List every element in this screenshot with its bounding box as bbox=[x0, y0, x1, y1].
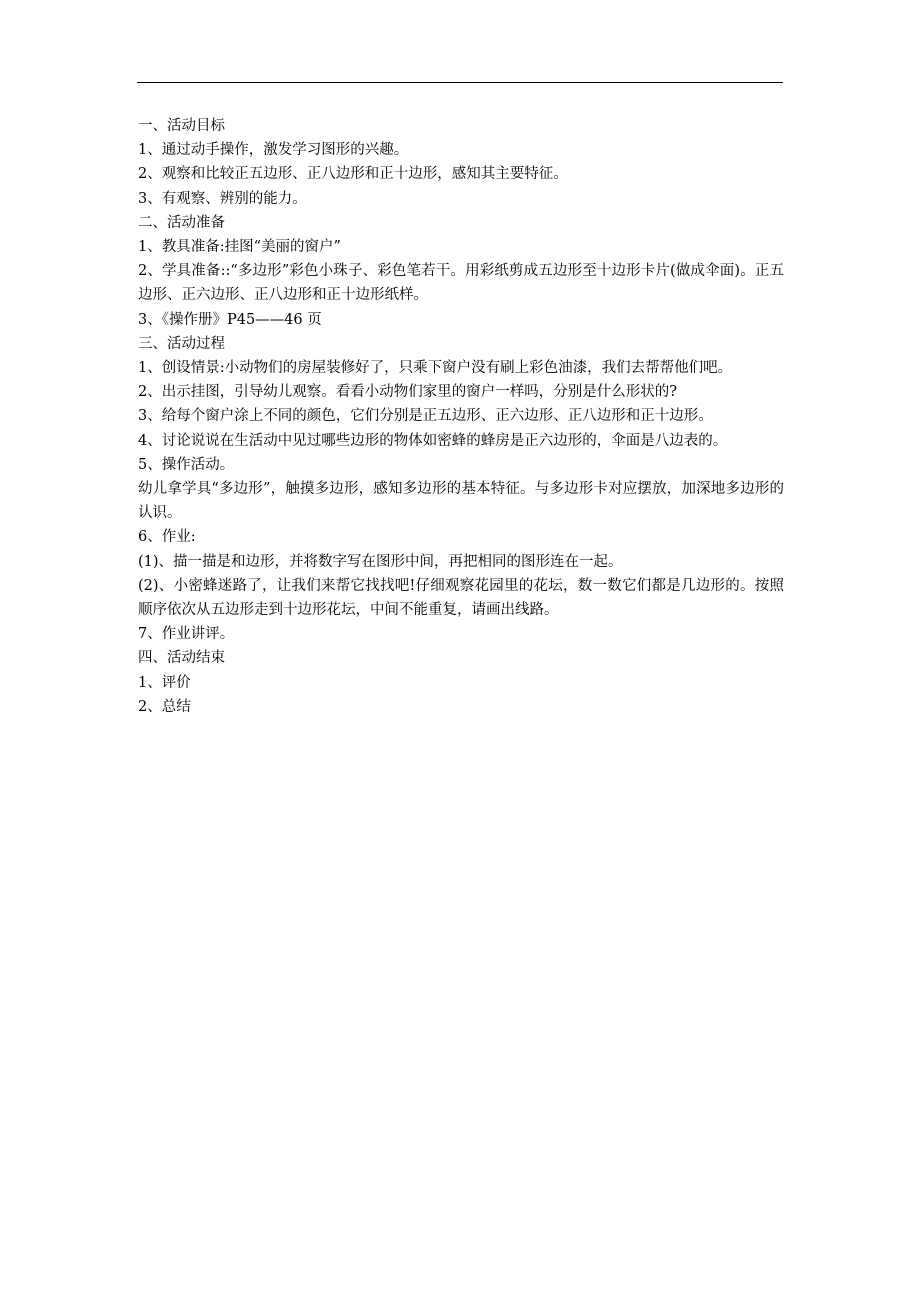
header-rule bbox=[137, 82, 783, 83]
section-heading-end: 四、活动结束 bbox=[138, 650, 225, 667]
section-heading-goals: 一、活动目标 bbox=[138, 118, 225, 134]
goal-item-3: 3、有观察、辨别的能力。 bbox=[138, 190, 307, 207]
section-heading-process: 三、活动过程 bbox=[138, 335, 225, 352]
process-item-3: 3、给每个窗户涂上不同的颜色，它们分别是正五边形、正六边形、正八边形和正十边形。 bbox=[138, 408, 713, 425]
goal-item-2: 2、观察和比较正五边形、正八边形和正十边形，感知其主要特征。 bbox=[138, 166, 568, 183]
preparation-item-3: 3、《操作册》P45——46 页 bbox=[138, 311, 322, 328]
homework-item-1: (1)、描一描是和边形，并将数字写在图形中间，再把相同的图形连在一起。 bbox=[138, 553, 623, 570]
process-item-2: 2、出示挂图，引导幼儿观察。看看小动物们家里的窗户一样吗，分别是什么形状的? bbox=[138, 384, 677, 401]
process-item-5-detail: 幼儿拿学具“多边形”，触摸多边形，感知多边形的基本特征。与多边形卡对应摆放，加深地多边形的认识。 bbox=[138, 481, 784, 522]
process-item-6: 6、作业: bbox=[138, 529, 196, 546]
preparation-item-1: 1、教具准备:挂图“美丽的窗户” bbox=[138, 239, 341, 256]
section-heading-preparation: 二、活动准备 bbox=[138, 214, 225, 231]
goal-item-1: 1、通过动手操作，激发学习图形的兴趣。 bbox=[138, 142, 409, 159]
process-item-4: 4、讨论说说在生活动中见过哪些边形的物体如密蜂的蜂房是正六边形的，伞面是八边表的。 bbox=[138, 432, 728, 449]
process-item-5: 5、操作活动。 bbox=[138, 456, 235, 473]
document-body bbox=[138, 114, 784, 719]
process-item-7: 7、作业讲评。 bbox=[138, 626, 235, 643]
end-item-1: 1、评价 bbox=[138, 674, 191, 691]
preparation-item-2: 2、学具准备::“多边形”彩色小珠子、彩色笔若干。用彩纸剪成五边形至十边形卡片(做成伞面)。正五边形、正六边形、正八边形和正十边形纸样。 bbox=[138, 263, 784, 304]
end-item-2: 2、总结 bbox=[138, 698, 191, 715]
homework-item-2: (2)、小密蜂迷路了，让我们来帮它找找吧!仔细观察花园里的花坛，数一数它们都是几边形的。按照顺序依次从五边形走到十边形花坛，中间不能重复，请画出线路。 bbox=[138, 577, 784, 619]
process-item-1: 1、创设情景:小动物们的房屋装修好了，只乘下窗户没有刷上彩色油漆，我们去帮帮他们吧。 bbox=[138, 360, 733, 377]
